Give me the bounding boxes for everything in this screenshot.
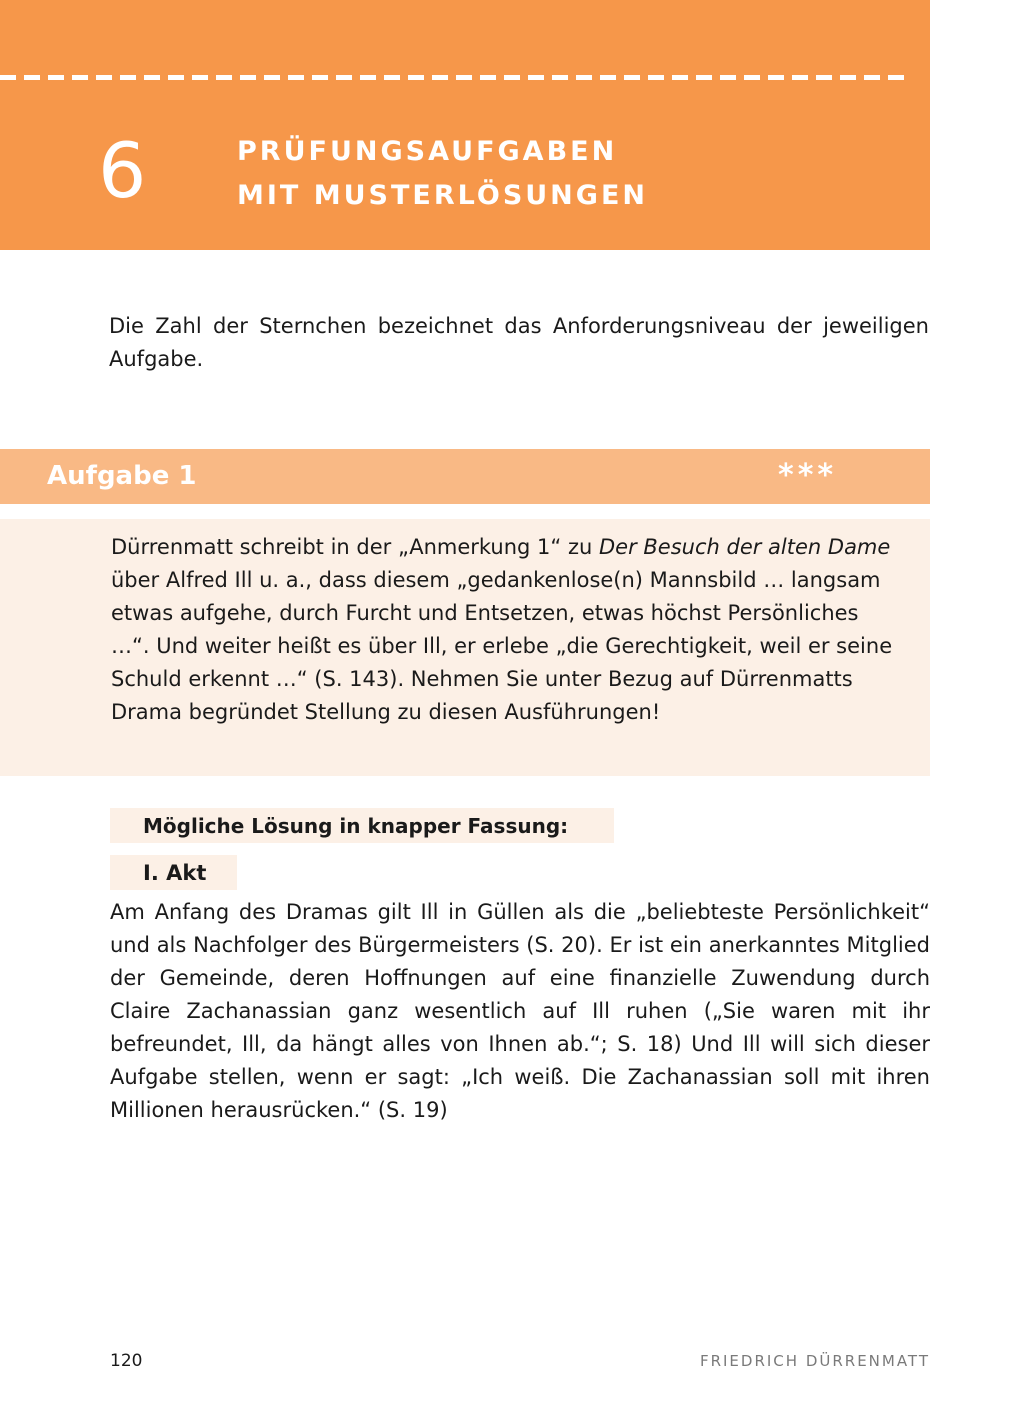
- difficulty-stars: ***: [778, 458, 838, 493]
- running-footer-title: FRIEDRICH DÜRRENMATT: [699, 1352, 930, 1370]
- dashed-divider: [0, 75, 905, 80]
- chapter-header: [0, 0, 930, 250]
- act-heading: [110, 855, 237, 890]
- chapter-title-line2: MIT MUSTERLÖSUNGEN: [237, 180, 648, 211]
- task-text-part2: über Alfred Ill u. a., dass diesem „gedankenlose(n) Mannsbild … langsam etwas aufgehe, durch Furcht und Entsetzen, etwas höchst Persönliches …“. Und weiter heißt es über Ill, er erlebe „die Gerechtigkeit, weil er seine Schuld erkennt …“ (S. 143). Nehmen Sie unter Bezug auf Dürrenmatts Drama begründet Stellung zu diesen Ausführungen!: [111, 568, 893, 724]
- solution-paragraph: Am Anfang des Dramas gilt Ill in Güllen als die „beliebteste Persönlichkeit“ und als Nachfolger des Bürgermeisters (S. 20). Er ist ein anerkanntes Mitglied der Gemeinde, deren Hoffnungen auf eine finanzielle Zuwendung durch Claire Zachanassian ganz wesentlich auf Ill ruhen („Sie waren mit ihr befreundet, Ill, da hängt alles von Ihnen ab.“; S. 18) Und Ill will sich dieser Aufgabe stellen, wenn er sagt: „Ich weiß. Die Zachanassian soll mit ihren Millionen herausrücken.“ (S. 19): [110, 900, 930, 1122]
- solution-heading-label: Mögliche Lösung in knapper Fassung:: [143, 814, 569, 838]
- solution-heading: [110, 808, 614, 843]
- act-heading-label: I. Akt: [143, 861, 207, 885]
- intro-paragraph: Die Zahl der Sternchen bezeichnet das Anforderungsniveau der jeweiligen Aufgabe.: [109, 314, 929, 371]
- task-title: Aufgabe 1: [47, 461, 197, 491]
- chapter-title-line1: PRÜFUNGSAUFGABEN: [237, 136, 618, 167]
- task-text-part1: Dürrenmatt schreibt in der „Anmerkung 1“ zu: [111, 535, 599, 559]
- task-box: [0, 519, 930, 776]
- task-text: [111, 531, 901, 729]
- chapter-number: 6: [98, 126, 147, 215]
- task-header-bar: [0, 449, 930, 504]
- page-number: 120: [110, 1351, 143, 1371]
- work-title: Der Besuch der alten Dame: [598, 535, 891, 559]
- chapter-title: [237, 130, 648, 218]
